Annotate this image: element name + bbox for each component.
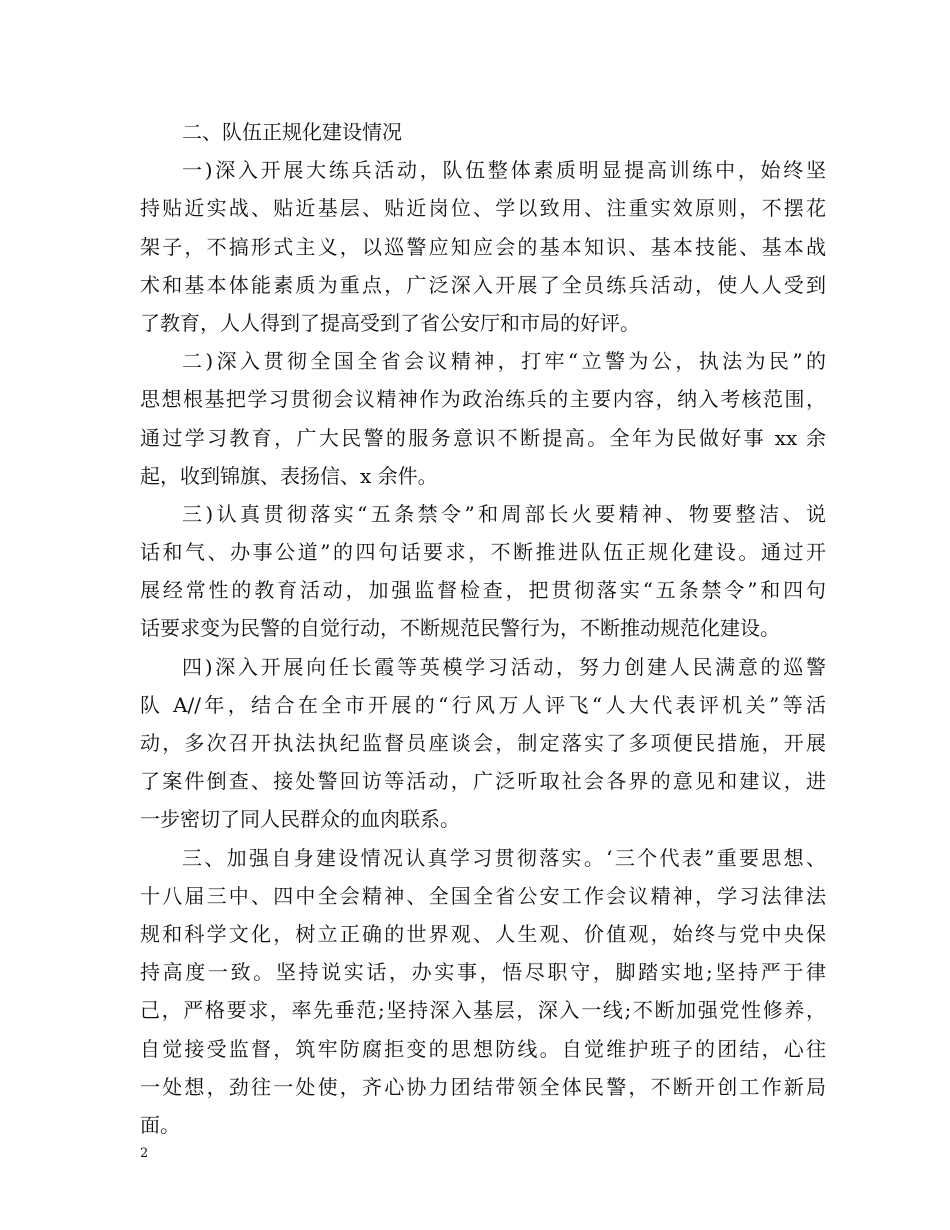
document-body [140,113,826,1144]
paragraph-line: 自觉接受监督，筑牢防腐拒变的思想防线。自觉维护班子的团结，心往 [140,1036,826,1061]
paragraph-line: 术和基本体能素质为重点，广泛深入开展了全员练兵活动，使人人受到 [140,272,826,297]
paragraph-line: 二)深入贯彻全国全省会议精神，打牢“立警为公，执法为民”的 [182,349,826,374]
paragraph-line: 动，多次召开执法执纪监督员座谈会，制定落实了多项便民措施，开展 [140,731,826,755]
paragraph-line: 三、加强自身建设情况认真学习贯彻落实。‘三个代表”重要思想、 [182,845,826,870]
paragraph-line: 持高度一致。坚持说实话，办实事，悟尽职守，脚踏实地;坚持严于律 [140,960,826,985]
section-heading: 二、队伍正规化建设情况 [182,120,402,144]
paragraph-line: 四)深入开展向任长霞等英模学习活动，努力创建人民满意的巡警 [182,654,826,679]
paragraph-line: 队 A//年，结合在全市开展的“行风万人评飞“人大代表评机关”等活 [140,692,826,717]
paragraph-line: 己，严格要求，率先垂范;坚持深入基层，深入一线;不断加强党性修养， [140,998,826,1023]
paragraph-line: 展经常性的教育活动，加强监督检查，把贯彻落实“五条禁令”和四句 [140,578,826,603]
paragraph-line: 十八届三中、四中全会精神、全国全省公安工作会议精神，学习法律法 [140,883,826,908]
paragraph-line: 三)认真贯彻落实“五条禁令”和周部长火要精神、物要整洁、说 [182,501,826,526]
paragraph-line: 持贴近实战、贴近基层、贴近岗位、学以致用、注重实效原则，不摆花 [140,196,826,221]
paragraph-line: 规和科学文化，树立正确的世界观、人生观、价值观，始终与党中央保 [140,921,826,946]
paragraph-line: 一)深入开展大练兵活动，队伍整体素质明显提高训练中，始终坚 [182,158,826,183]
paragraph-line: 话要求变为民警的自觉行动，不断规范民警行为，不断推动规范化建设。 [140,616,780,641]
paragraph-line: 通过学习教育，广大民警的服务意识不断提高。全年为民做好事 xx 余 [140,425,826,450]
paragraph-line: 一步密切了同人民群众的血肉联系。 [140,807,460,832]
paragraph-line: 了教育，人人得到了提高受到了省公安厅和市局的好评。 [140,310,640,335]
paragraph-line: 话和气、办事公道”的四句话要求，不断推进队伍正规化建设。通过开 [140,540,826,565]
paragraph-line: 架子，不搞形式主义，以巡警应知应会的基本知识、基本技能、基本战 [140,234,826,259]
paragraph-line: 起，收到锦旗、表扬信、x 余件。 [140,463,438,488]
paragraph-line: 一处想，劲往一处使，齐心协力团结带领全体民警，不断开创工作新局 [140,1074,826,1099]
page-number: 2 [140,1146,149,1161]
paragraph-line: 思想根基把学习贯彻会议精神作为政治练兵的主要内容，纳入考核范围， [140,387,826,412]
paragraph-line: 了案件倒查、接处警回访等活动，广泛听取社会各界的意见和建议，进 [140,769,826,794]
paragraph-line: 面。 [140,1112,180,1137]
